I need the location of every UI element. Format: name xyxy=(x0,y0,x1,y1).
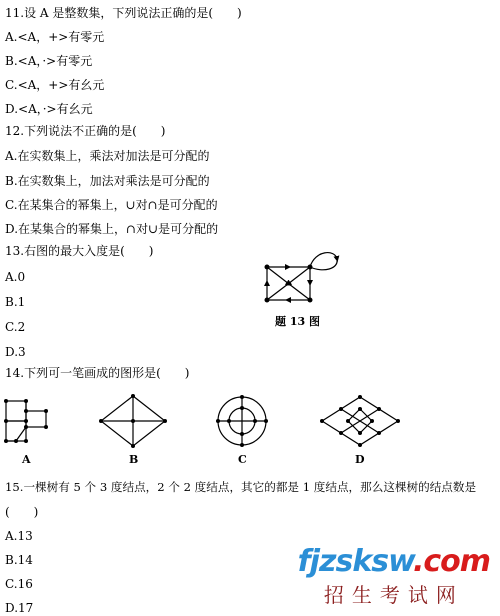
q13-option-b: B.1 xyxy=(5,295,26,309)
q14-label-b: B xyxy=(129,453,139,466)
q15-option-d: D.17 xyxy=(5,601,34,615)
watermark-subtitle: 招生考试网 xyxy=(323,583,464,607)
q12-option-b: B.在实数集上，加法对乘法是可分配的 xyxy=(5,174,210,188)
q13-stem: 13.右图的最大入度是( ) xyxy=(5,244,154,258)
q15-option-a: A.13 xyxy=(5,529,33,543)
q15-stem: 15.一棵树有 5 个 3 度结点，2 个 2 度结点，其它的都是 1 度结点，那么这棵树的结点数是 xyxy=(5,480,477,494)
q14-stem: 14.下列可一笔画成的图形是( ) xyxy=(5,366,190,380)
q11-option-c: C.<A，+>有幺元 xyxy=(5,78,105,92)
q14-figure-d xyxy=(318,393,402,449)
q11-option-d: D.<A，·>有幺元 xyxy=(5,102,93,116)
q14-label-c: C xyxy=(238,453,247,466)
q15-option-c: C.16 xyxy=(5,577,33,591)
q12-stem: 12.下列说法不正确的是( ) xyxy=(5,124,166,138)
q15-option-b: B.14 xyxy=(5,553,33,567)
q14-figure-b xyxy=(98,393,168,449)
q13-figure-caption: 题 13 图 xyxy=(275,315,320,328)
q12-option-a: A.在实数集上，乘法对加法是可分配的 xyxy=(5,149,210,163)
q15-blank: ( ) xyxy=(5,505,39,519)
q13-option-c: C.2 xyxy=(5,320,26,334)
q13-option-a: A.0 xyxy=(5,270,26,284)
q11-option-a: A.<A，+>有零元 xyxy=(5,30,105,44)
q12-option-c: C.在某集合的幂集上，∪对∩是可分配的 xyxy=(5,198,218,212)
watermark-brand: fjzsksw.com xyxy=(297,544,490,579)
q14-figure-a xyxy=(2,393,52,449)
q14-figure-c xyxy=(212,393,272,449)
q13-option-d: D.3 xyxy=(5,345,26,359)
q14-label-a: A xyxy=(22,453,31,466)
q13-digraph-figure xyxy=(255,245,355,305)
q11-stem: 11.设 A 是整数集，下列说法正确的是( ) xyxy=(5,6,242,20)
q11-option-b: B.<A，·>有零元 xyxy=(5,54,93,68)
q14-label-d: D xyxy=(355,453,365,466)
watermark-domain-suffix: .com xyxy=(412,544,490,579)
q12-option-d: D.在某集合的幂集上，∩对∪是可分配的 xyxy=(5,222,219,236)
site-watermark xyxy=(297,544,490,608)
